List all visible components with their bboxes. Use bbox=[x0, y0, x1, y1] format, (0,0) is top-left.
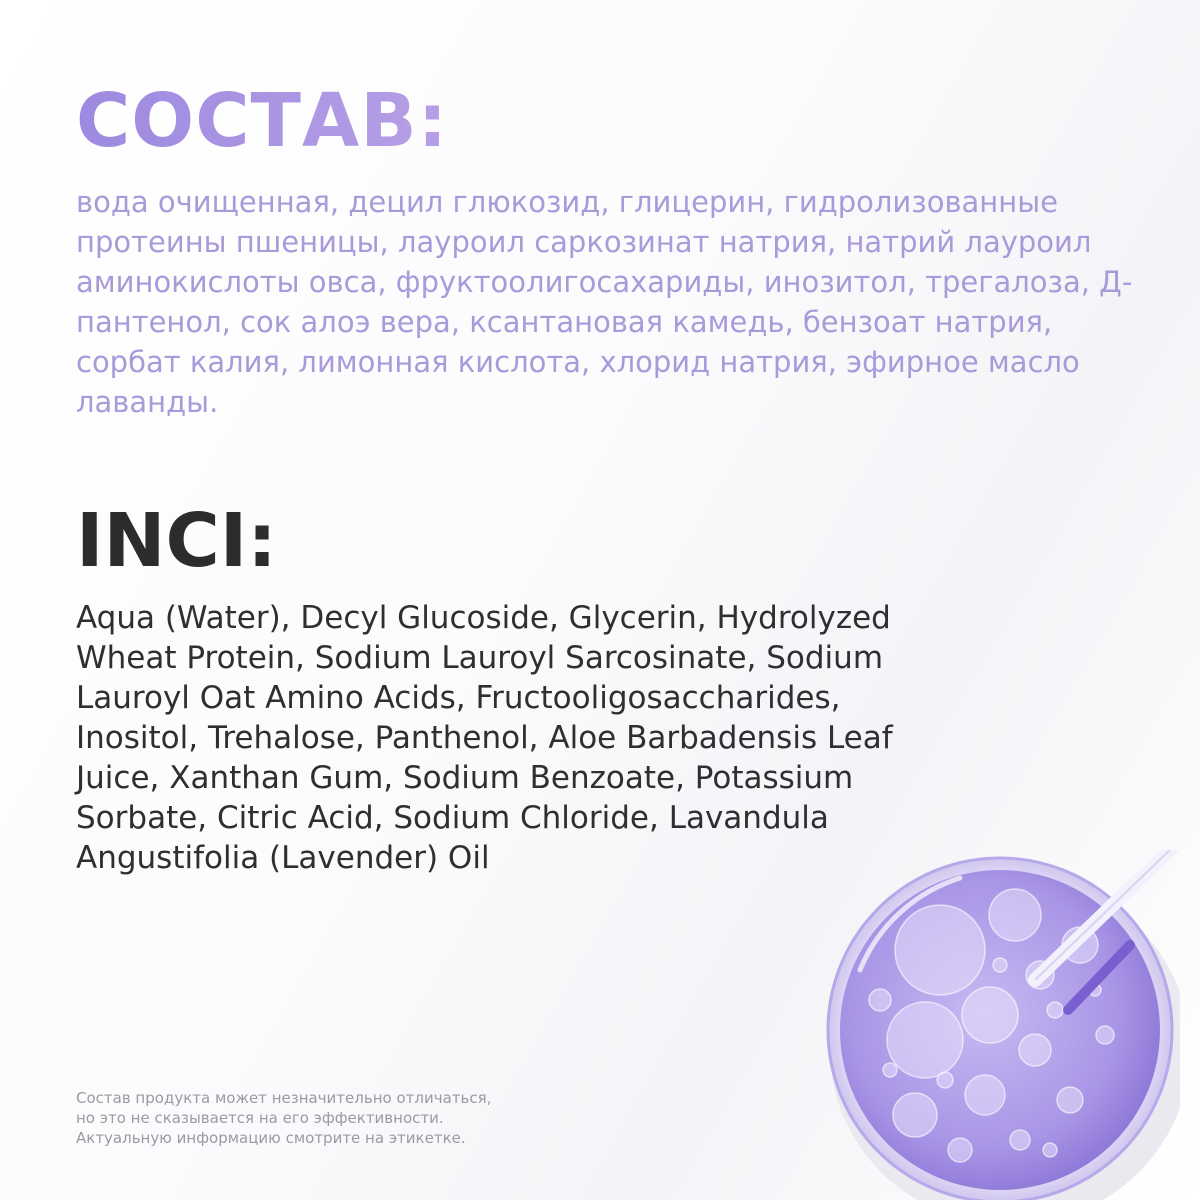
disclaimer bbox=[76, 1088, 596, 1148]
inci-title: INCI: bbox=[76, 498, 277, 584]
disclaimer-line: но это не сказывается на его эффективности. bbox=[76, 1109, 444, 1127]
disclaimer-line: Состав продукта может незначительно отличаться, bbox=[76, 1089, 492, 1107]
composition-text: вода очищенная, децил глюкозид, глицерин, гидролизованные протеины пшеницы, лауроил саркозинат натрия, натрий лауроил аминокислоты овса, фруктоолигосахариды, инозитол, трегалоза, Д-пантенол, сок алоэ вера, ксантановая камедь, бензоат натрия, сорбат калия, лимонная кислота, хлорид натрия, эфирное масло лаванды. bbox=[76, 185, 1133, 419]
petri-dish-image bbox=[820, 850, 1180, 1200]
composition-title: СОСТАВ: bbox=[76, 78, 449, 164]
inci-text: Aqua (Water), Decyl Glucoside, Glycerin, Hydrolyzed Wheat Protein, Sodium Lauroyl Sarcosinate, Sodium Lauroyl Oat Amino Acids, Fructooligosaccharides, Inositol, Trehalose, Panthenol, Aloe Barbadensis Leaf Juice, Xanthan Gum, Sodium Benzoate, Potassium Sorbate, Citric Acid, Sodium Chloride, Lavandula Angustifolia (Lavender) Oil bbox=[76, 600, 893, 876]
disclaimer-line: Актуальную информацию смотрите на этикетке. bbox=[76, 1129, 466, 1147]
